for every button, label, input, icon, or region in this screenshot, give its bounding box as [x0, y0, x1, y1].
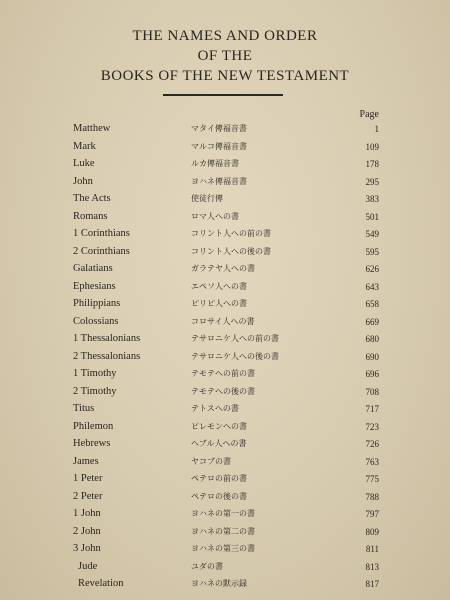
book-page-number: 726 — [365, 439, 379, 449]
toc-row — [0, 402, 450, 416]
book-name-english: 2 Corinthians — [73, 245, 130, 257]
toc-row — [0, 175, 450, 189]
book-name-english: 3 John — [73, 543, 101, 554]
book-name-japanese: テモテへの前の書 — [191, 369, 255, 378]
title-line-1: THE NAMES AND ORDER — [132, 28, 318, 44]
book-name-japanese: ヨハネの第三の書 — [191, 544, 255, 553]
book-page-number: 775 — [365, 474, 379, 484]
book-page-number: 690 — [365, 351, 379, 362]
title-block — [0, 26, 450, 86]
toc-row — [0, 157, 450, 171]
book-name-japanese: ヨハネの第一の書 — [191, 509, 255, 518]
book-name-english: Mark — [73, 140, 96, 152]
book-page-number: 708 — [365, 386, 379, 397]
title-line-3: BOOKS OF THE NEW TESTAMENT — [100, 68, 350, 84]
book-page-number: 788 — [365, 491, 379, 502]
toc-row — [0, 525, 450, 539]
book-page-number: 383 — [365, 194, 379, 204]
book-name-japanese: エペソ人への書 — [191, 281, 247, 291]
book-page-number: 723 — [365, 421, 379, 432]
book-page-number: 669 — [365, 316, 379, 327]
book-name-japanese: ピリピ人への書 — [191, 299, 247, 308]
book-page-number: 549 — [365, 229, 379, 239]
title-line-2: OF THE — [197, 48, 253, 64]
book-page-number: 717 — [365, 404, 379, 414]
book-name-english: 1 Peter — [73, 473, 103, 484]
toc-row — [0, 560, 450, 574]
toc-row — [0, 507, 450, 521]
toc-row — [0, 437, 450, 451]
toc-row — [0, 577, 450, 591]
toc-row — [0, 315, 450, 329]
book-name-english: Jude — [78, 560, 98, 572]
toc-row — [0, 210, 450, 224]
book-name-english: Galatians — [73, 263, 113, 274]
book-name-english: Ephesians — [73, 280, 116, 292]
toc-row — [0, 472, 450, 486]
book-page-number: 817 — [365, 579, 379, 589]
toc-row — [0, 280, 450, 294]
book-page-number: 811 — [365, 544, 379, 554]
toc-row — [0, 332, 450, 346]
book-name-english: 1 Corinthians — [73, 228, 130, 239]
book-page-number: 109 — [365, 141, 379, 152]
book-name-english: Philippians — [73, 298, 121, 309]
toc-row — [0, 420, 450, 434]
book-page-number: 626 — [365, 264, 379, 274]
book-name-japanese: ヨハネ傳福音書 — [191, 176, 247, 186]
book-page-number: 1 — [374, 124, 379, 134]
book-name-japanese: テサロニケ人への前の書 — [191, 334, 279, 343]
book-name-english: James — [73, 455, 99, 467]
book-name-english: Luke — [73, 158, 95, 169]
toc-row — [0, 227, 450, 241]
book-page-number: 763 — [365, 456, 379, 467]
book-name-japanese: ガラテヤ人への書 — [191, 264, 255, 273]
book-name-japanese: コリント人への前の書 — [191, 229, 271, 238]
book-name-japanese: コロサイ人への書 — [191, 316, 255, 326]
book-name-japanese: マタイ傳福音書 — [191, 124, 247, 133]
book-name-japanese: ヘブル人への書 — [191, 439, 247, 448]
toc-row — [0, 262, 450, 276]
book-name-japanese: ペテロの後の書 — [191, 491, 247, 501]
toc-row — [0, 385, 450, 399]
book-name-english: Titus — [73, 403, 95, 414]
book-name-japanese: ロマ人への書 — [191, 211, 239, 221]
book-name-english: John — [73, 175, 93, 187]
book-name-japanese: テモテへの後の書 — [191, 386, 255, 396]
title-rule — [163, 94, 283, 96]
book-name-english: 1 John — [73, 508, 101, 519]
book-name-english: 2 Timothy — [73, 385, 117, 397]
book-name-japanese: ピレモンへの書 — [191, 421, 247, 431]
book-name-japanese: コリント人への後の書 — [191, 246, 271, 256]
book-name-english: Hebrews — [73, 438, 111, 449]
book-name-english: 2 Peter — [73, 490, 103, 502]
book-name-japanese: ユダの書 — [191, 561, 223, 571]
book-name-english: Colossians — [73, 315, 119, 327]
toc-row — [0, 542, 450, 556]
book-page-number: 680 — [365, 334, 379, 344]
book-name-japanese: ヨハネの第二の書 — [191, 526, 255, 536]
book-page-number: 178 — [365, 159, 379, 169]
toc-row — [0, 455, 450, 469]
book-name-english: The Acts — [73, 193, 111, 204]
book-name-english: Romans — [73, 210, 108, 222]
book-name-english: Revelation — [78, 578, 124, 589]
toc-row — [0, 122, 450, 136]
book-name-japanese: テトスへの書 — [191, 404, 239, 413]
book-name-english: 2 Thessalonians — [73, 350, 141, 362]
toc-row — [0, 490, 450, 504]
book-name-japanese: ルカ傳福音書 — [191, 159, 239, 168]
book-page-number: 595 — [365, 246, 379, 257]
book-page-number: 658 — [365, 299, 379, 309]
toc-row — [0, 350, 450, 364]
book-name-english: 1 Thessalonians — [73, 333, 141, 344]
book-name-english: 2 John — [73, 525, 101, 537]
page-column-header: Page — [359, 109, 379, 120]
book-page-number: 501 — [365, 211, 379, 222]
toc-row — [0, 192, 450, 206]
toc-row — [0, 297, 450, 311]
book-name-japanese: ペテロの前の書 — [191, 474, 247, 483]
toc-row — [0, 140, 450, 154]
toc-row — [0, 367, 450, 381]
book-page-number: 809 — [365, 526, 379, 537]
book-name-japanese: ヨハネの默示録 — [191, 579, 247, 588]
book-name-japanese: マルコ傳福音書 — [191, 141, 247, 151]
book-name-english: Matthew — [73, 123, 111, 134]
book-name-japanese: 使徒行傳 — [191, 194, 223, 203]
book-name-japanese: テサロニケ人への後の書 — [191, 351, 279, 361]
book-page-number: 295 — [365, 176, 379, 187]
book-page-number: 797 — [365, 509, 379, 519]
book-name-english: 1 Timothy — [73, 368, 117, 379]
book-page-number: 696 — [365, 369, 379, 379]
toc-row — [0, 245, 450, 259]
book-page-number: 643 — [365, 281, 379, 292]
book-name-japanese: ヤコブの書 — [191, 456, 231, 466]
book-page-number: 813 — [365, 561, 379, 572]
book-name-english: Philemon — [73, 420, 114, 432]
